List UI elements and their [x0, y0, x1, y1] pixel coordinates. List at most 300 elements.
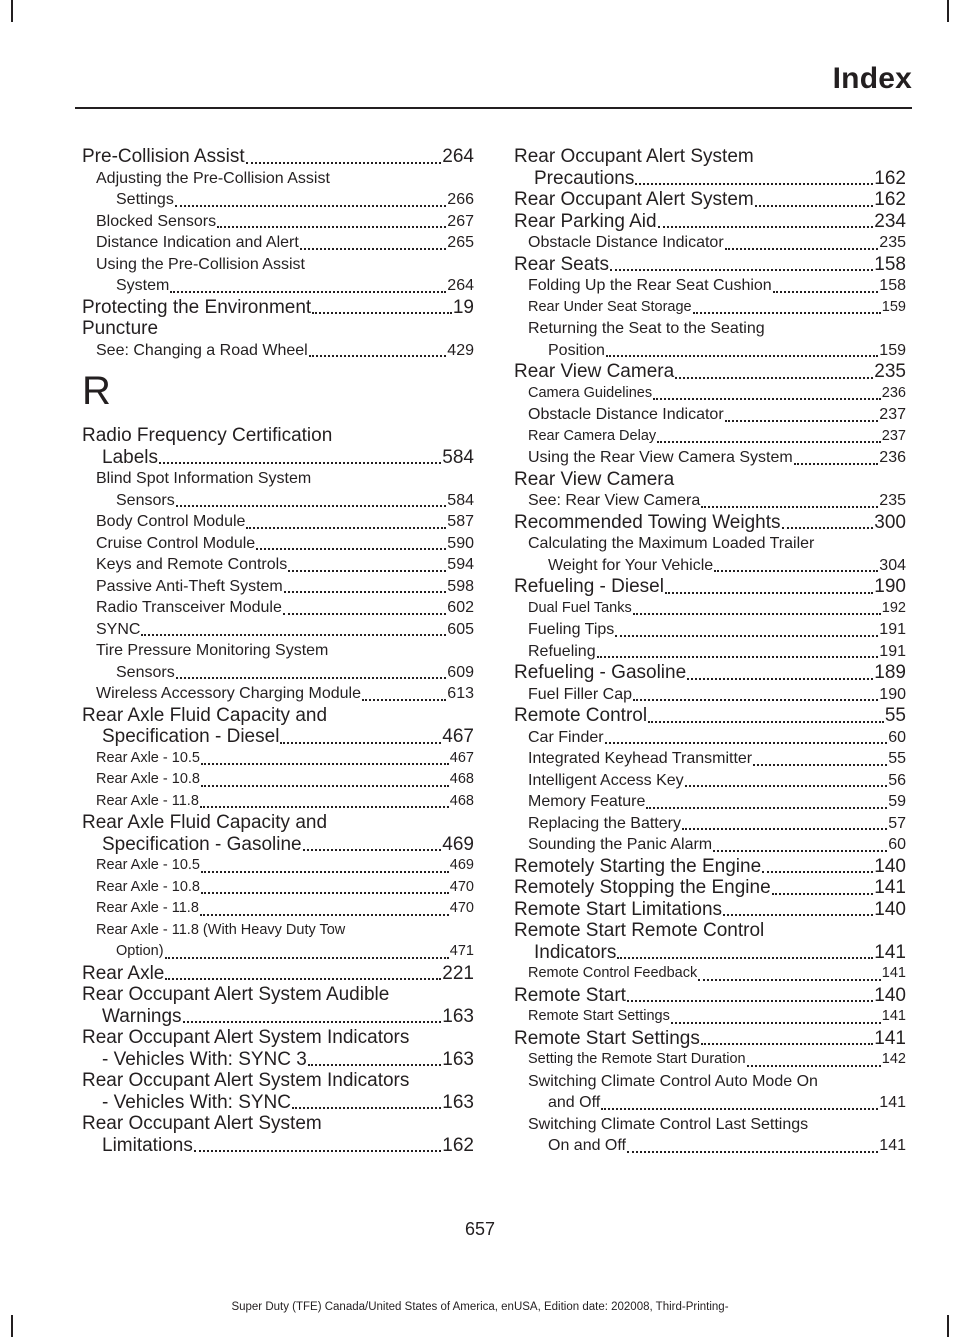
index-subentry[interactable] [82, 511, 474, 533]
dot-leader [723, 914, 873, 916]
index-entry[interactable] [82, 1027, 474, 1070]
index-entry-label: Rear Axle - 11.8 [96, 900, 199, 916]
index-subentry[interactable] [514, 598, 906, 620]
index-entry-label: Rear Occupant Alert System Indicators [82, 1070, 410, 1091]
dot-leader [755, 205, 874, 207]
index-page-number: 142 [881, 1051, 906, 1067]
index-page-number: 141 [879, 1137, 906, 1154]
dot-leader [309, 355, 447, 357]
dot-leader [646, 807, 887, 809]
index-subentry[interactable] [82, 898, 474, 920]
index-entry-label: Remotely Starting the Engine [514, 855, 762, 877]
dot-leader [687, 678, 873, 680]
index-entry-label: Rear Parking Aid [514, 210, 657, 232]
crop-mark-top-left [11, 0, 13, 22]
index-entry-label: Rear Axle Fluid Capacity and [82, 704, 328, 726]
index-page-number: 60 [888, 728, 906, 746]
dot-leader [701, 506, 878, 508]
dot-leader [627, 1000, 873, 1002]
index-entry-label: Rear Occupant Alert System Indicators [82, 1027, 410, 1048]
index-subentry[interactable] [82, 855, 474, 877]
index-page-number: 190 [879, 685, 906, 703]
dot-leader [782, 527, 874, 529]
index-entry[interactable] [514, 189, 906, 211]
index-entry-label: - Vehicles With: SYNC 3 [102, 1048, 307, 1070]
dot-leader [615, 635, 878, 637]
dot-leader [292, 1107, 441, 1109]
index-entry-label: Camera Guidelines [528, 384, 653, 401]
index-subentry[interactable] [514, 791, 906, 813]
dot-leader [753, 764, 887, 766]
index-entry[interactable] [82, 297, 474, 319]
index-subentry[interactable] [82, 254, 474, 297]
index-entry-label: Remotely Stopping the Engine [514, 877, 771, 898]
index-subentry[interactable] [514, 1071, 906, 1114]
dot-leader [288, 570, 446, 572]
index-entry-label: Rear Axle - 10.8 [96, 771, 200, 787]
dot-leader [246, 527, 446, 529]
index-subentry[interactable] [514, 1114, 906, 1157]
dot-leader [633, 699, 878, 701]
index-page-number: 141 [874, 941, 906, 963]
dot-leader [362, 699, 446, 701]
index-page-number: 56 [888, 771, 906, 789]
index-subentry[interactable] [82, 619, 474, 641]
index-entry-label: Rear Seats [514, 253, 610, 275]
index-subentry[interactable] [82, 211, 474, 233]
index-entry-label: On and Off [548, 1137, 626, 1154]
index-subentry[interactable] [514, 426, 906, 448]
dot-leader [597, 656, 879, 658]
index-subentry[interactable] [514, 404, 906, 426]
index-entry[interactable] [82, 1070, 474, 1113]
index-entry-label: Calculating the Maximum Loaded Trailer [528, 535, 815, 552]
index-page-number: 613 [447, 685, 474, 702]
index-page-number: 189 [874, 662, 906, 683]
index-page-number: 237 [879, 406, 906, 423]
index-entry[interactable] [514, 1028, 906, 1050]
index-subentry[interactable] [82, 554, 474, 576]
dot-leader [165, 957, 449, 959]
index-subentry[interactable] [514, 1049, 906, 1071]
page-number: 657 [464, 1219, 496, 1239]
dot-leader [714, 570, 878, 572]
index-entry-label: SYNC [96, 620, 141, 638]
index-page-number: 159 [881, 298, 906, 315]
index-entry-label: Refueling - Diesel [514, 576, 664, 597]
index-page-number: 584 [442, 446, 474, 468]
index-entry-label: Remote Control Feedback [528, 965, 698, 981]
index-page-number: 19 [452, 296, 474, 318]
index-entry-label: Remote Control [514, 705, 648, 726]
index-page-number: 163 [442, 1048, 474, 1070]
index-subentry[interactable] [514, 748, 906, 770]
index-entry[interactable] [514, 361, 906, 383]
index-page-number: 60 [888, 836, 906, 853]
index-subentry[interactable] [82, 468, 474, 511]
index-entry[interactable] [514, 856, 906, 878]
index-subentry[interactable] [514, 813, 906, 835]
dot-leader [633, 613, 881, 615]
index-subentry[interactable] [82, 640, 474, 683]
dot-leader [671, 1022, 881, 1024]
index-entry-label: Sensors [116, 663, 175, 681]
index-page-number: 469 [449, 857, 474, 873]
index-entry-label: Memory Feature [528, 793, 646, 810]
dot-leader [194, 1150, 441, 1152]
index-entry-label: Passive Anti-Theft System [96, 577, 283, 595]
index-subentry[interactable] [82, 769, 474, 791]
index-entry-label: Folding Up the Rear Seat Cushion [528, 277, 772, 294]
index-column-right [514, 146, 906, 1157]
dot-leader [794, 463, 879, 465]
dot-leader [141, 634, 446, 636]
index-page-number: 59 [888, 793, 906, 810]
dot-leader [246, 162, 442, 164]
index-page-number: 235 [879, 234, 906, 251]
dot-leader [308, 1064, 441, 1066]
dot-leader [653, 398, 881, 400]
index-entry[interactable] [82, 705, 474, 748]
index-page-number: 158 [874, 253, 906, 275]
index-page-number: 191 [879, 642, 906, 660]
header-divider [75, 107, 912, 109]
index-page-number: 57 [888, 814, 906, 832]
index-entry-label: Integrated Keyhead Transmitter [528, 750, 753, 767]
index-subentry[interactable] [82, 920, 474, 963]
index-entry-label: Radio Frequency Certification [82, 425, 333, 446]
index-page-number: 141 [881, 965, 906, 981]
index-page-number: 471 [449, 943, 474, 959]
index-entry-label: Rear Axle - 11.8 [96, 792, 199, 809]
dot-leader [605, 742, 888, 744]
index-entry-label: Rear Occupant Alert System [82, 1113, 322, 1134]
index-entry[interactable] [514, 662, 906, 684]
index-subentry[interactable] [82, 877, 474, 899]
index-entry-label: and Off [548, 1094, 601, 1111]
index-page-number: 55 [888, 750, 906, 767]
index-entry-label: Rear Occupant Alert System [514, 146, 754, 167]
dot-leader [300, 248, 447, 250]
index-entry-label: Weight for Your Vehicle [548, 556, 714, 574]
index-entry-label: Sounding the Panic Alarm [528, 836, 713, 853]
index-entry[interactable] [514, 877, 906, 899]
index-entry-label: Using the Pre-Collision Assist [96, 255, 305, 273]
index-entry-label: Option) [116, 943, 164, 959]
index-page-number: 584 [447, 491, 474, 509]
index-entry-label: Rear Axle - 10.5 [96, 857, 200, 873]
dot-leader [200, 914, 449, 916]
index-entry[interactable] [82, 812, 474, 855]
dot-leader [713, 850, 887, 852]
index-page-number: 141 [874, 1027, 906, 1049]
index-entry-label: Wireless Accessory Charging Module [96, 685, 361, 702]
index-entry-label: Remote Start Settings [514, 1027, 700, 1049]
index-subentry[interactable] [514, 533, 906, 576]
index-subentry[interactable] [514, 963, 906, 985]
index-subentry[interactable] [82, 533, 474, 555]
index-page-number: 162 [874, 167, 906, 189]
index-subentry[interactable] [514, 834, 906, 856]
index-entry[interactable] [82, 963, 474, 985]
index-page-number: 162 [442, 1134, 474, 1156]
index-page-number: 469 [442, 833, 474, 855]
index-entry-label: Setting the Remote Start Duration [528, 1051, 746, 1067]
index-page-number: 158 [879, 277, 906, 294]
index-subentry[interactable] [514, 383, 906, 405]
dot-leader [693, 312, 881, 314]
index-section-letter: R [82, 369, 111, 413]
index-entry[interactable] [82, 425, 474, 468]
dot-leader [762, 871, 873, 873]
index-page-number: 192 [881, 599, 906, 616]
index-entry[interactable] [514, 254, 906, 276]
index-page-number: 140 [874, 855, 906, 877]
dot-leader [682, 828, 887, 830]
index-entry-label: See: Changing a Road Wheel [96, 341, 308, 359]
index-subentry[interactable] [514, 318, 906, 361]
index-entry-label: Rear Under Seat Storage [528, 298, 692, 315]
index-subentry[interactable] [82, 597, 474, 619]
index-subentry[interactable] [514, 641, 906, 663]
dot-leader [201, 763, 449, 765]
index-entry-label: Returning the Seat to the Seating [528, 320, 765, 337]
index-page-number: 234 [874, 210, 906, 232]
index-entry[interactable] [514, 469, 906, 491]
index-page-number: 598 [447, 577, 474, 595]
index-entry-label: Pre-Collision Assist [82, 146, 245, 167]
index-entry-label: Intelligent Access Key [528, 771, 684, 789]
footer-edition-info: Super Duty (TFE) Canada/United States of America, enUSA, Edition date: 202008, Third-Printing- [231, 1301, 729, 1313]
index-entry-label: Rear Occupant Alert System Audible [82, 984, 390, 1005]
index-entry-label: Car Finder [528, 728, 604, 746]
index-page-number: 163 [442, 1005, 474, 1027]
index-page-number: 221 [442, 962, 474, 984]
dot-leader [256, 548, 446, 550]
index-entry-label: Keys and Remote Controls [96, 556, 288, 573]
index-page-number: 141 [879, 1094, 906, 1111]
dot-leader [635, 183, 873, 185]
dot-leader [685, 785, 888, 787]
index-entry[interactable] [514, 146, 906, 189]
index-subentry[interactable] [514, 232, 906, 254]
dot-leader [303, 849, 442, 851]
dot-leader [658, 226, 874, 228]
index-entry[interactable] [514, 211, 906, 233]
index-entry-label: Switching Climate Control Auto Mode On [528, 1072, 818, 1090]
dot-leader [725, 248, 879, 250]
dot-leader [610, 269, 873, 271]
index-subentry[interactable] [82, 340, 474, 362]
index-entry-label: Fuel Filler Cap [528, 685, 633, 703]
dot-leader [170, 291, 446, 293]
dot-leader [176, 677, 447, 679]
index-subentry[interactable] [82, 576, 474, 598]
dot-leader [312, 312, 452, 314]
index-entry-label: See: Rear View Camera [528, 492, 701, 509]
index-subentry[interactable] [514, 1006, 906, 1028]
dot-leader [627, 1151, 878, 1153]
index-entry-label: Rear Axle - 11.8 (With Heavy Duty Tow [96, 921, 346, 938]
crop-mark-top-right [947, 0, 949, 22]
index-entry-label: Remote Start [514, 984, 626, 1006]
index-page-number: 267 [447, 212, 474, 230]
index-page-number: 235 [874, 361, 906, 382]
index-entry-label: Recommended Towing Weights [514, 511, 781, 533]
index-entry[interactable] [82, 984, 474, 1027]
index-entry-label: Rear View Camera [514, 468, 675, 490]
index-entry-label: Rear Axle Fluid Capacity and [82, 812, 328, 833]
dot-leader [201, 785, 449, 787]
dot-leader [617, 957, 873, 959]
index-entry-label: Replacing the Battery [528, 814, 681, 832]
index-subentry[interactable] [82, 791, 474, 813]
index-entry-label: Rear View Camera [514, 361, 675, 382]
dot-leader [773, 291, 879, 293]
index-page-number: 190 [874, 576, 906, 597]
index-entry-label: Blind Spot Information System [96, 470, 312, 487]
dot-leader [201, 892, 449, 894]
index-subentry[interactable] [82, 168, 474, 211]
index-page-number: 590 [447, 534, 474, 552]
index-subentry[interactable] [82, 683, 474, 705]
index-page-number: 141 [874, 877, 906, 898]
index-entry-label: Indicators [534, 941, 617, 963]
index-page-number: 587 [447, 513, 474, 530]
index-entry-label: Refueling - Gasoline [514, 662, 687, 683]
dot-leader [159, 462, 441, 464]
index-entry-label: Precautions [534, 167, 635, 189]
index-entry-label: Specification - Diesel [102, 726, 280, 747]
index-subentry[interactable] [514, 490, 906, 512]
index-page-number: 605 [447, 620, 474, 638]
index-entry-label: Position [548, 341, 605, 359]
index-page-number: 264 [442, 146, 474, 167]
index-page-number: 163 [442, 1091, 474, 1113]
index-entry[interactable] [514, 899, 906, 921]
dot-leader [176, 505, 447, 507]
index-page-number: 159 [879, 341, 906, 359]
index-entry-label: Protecting the Environment [82, 296, 312, 318]
dot-leader [747, 1065, 881, 1067]
index-entry-label: Sensors [116, 491, 175, 509]
index-entry-label: Fueling Tips [528, 621, 615, 638]
index-subentry[interactable] [514, 297, 906, 319]
page-title: Index [832, 62, 912, 95]
index-entry-label: Obstacle Distance Indicator [528, 406, 724, 423]
index-entry-label: Labels [102, 446, 158, 468]
index-page-number: 609 [447, 663, 474, 681]
index-page-number: 141 [881, 1008, 906, 1024]
index-subentry[interactable] [82, 748, 474, 770]
index-page-number: 470 [449, 878, 474, 895]
dot-leader [725, 420, 879, 422]
index-entry-label: Adjusting the Pre-Collision Assist [96, 169, 330, 187]
index-page-number: 467 [449, 749, 474, 766]
dot-leader [183, 1021, 442, 1023]
index-subentry[interactable] [514, 727, 906, 749]
index-page-number: 468 [449, 771, 474, 787]
index-page-number: 265 [447, 234, 474, 251]
index-entry[interactable] [514, 512, 906, 534]
index-entry-label: Body Control Module [96, 513, 246, 530]
index-entry-label: System [116, 277, 170, 294]
index-page-number: 191 [879, 621, 906, 638]
index-subentry[interactable] [514, 770, 906, 792]
index-entry-label: Rear Axle - 10.5 [96, 749, 200, 766]
index-entry[interactable] [82, 318, 474, 340]
index-entry[interactable] [514, 985, 906, 1007]
index-entry-label: Dual Fuel Tanks [528, 599, 632, 616]
index-entry-label: Remote Start Settings [528, 1008, 670, 1024]
index-entry-label: Specification - Gasoline [102, 833, 302, 855]
index-entry[interactable] [514, 920, 906, 963]
index-entry[interactable] [514, 576, 906, 598]
dot-leader [217, 226, 446, 228]
index-page-number: 55 [884, 705, 906, 726]
dot-leader [606, 355, 878, 357]
dot-leader [701, 1043, 873, 1045]
index-page-number: 304 [879, 556, 906, 574]
index-subentry[interactable] [514, 619, 906, 641]
index-entry-label: Remote Start Limitations [514, 898, 723, 920]
index-page-number: 429 [447, 341, 474, 359]
index-subentry[interactable] [514, 275, 906, 297]
index-column-left [82, 146, 474, 1156]
index-subentry[interactable] [82, 232, 474, 254]
index-page-number: 602 [447, 599, 474, 616]
dot-leader [648, 721, 884, 723]
index-page-number: 470 [449, 900, 474, 916]
index-entry[interactable] [82, 146, 474, 168]
index-subentry[interactable] [514, 447, 906, 469]
index-entry-label: Warnings [102, 1005, 182, 1027]
index-subentry[interactable] [514, 684, 906, 706]
index-entry-label: Using the Rear View Camera System [528, 449, 793, 466]
dot-leader [657, 441, 881, 443]
index-page-number: 468 [449, 792, 474, 809]
index-entry-label: Rear Occupant Alert System [514, 189, 754, 210]
index-page-number: 236 [881, 384, 906, 401]
index-entry-label: Rear Camera Delay [528, 427, 657, 444]
dot-leader [284, 591, 447, 593]
index-entry-label: Refueling [528, 642, 596, 660]
index-page-number: 237 [881, 427, 906, 444]
crop-mark-bottom-left [11, 1315, 13, 1337]
index-entry[interactable] [82, 1113, 474, 1156]
index-page-number: 162 [874, 189, 906, 210]
dot-leader [165, 978, 441, 980]
dot-leader [201, 871, 449, 873]
index-entry-label: Obstacle Distance Indicator [528, 234, 724, 251]
index-page-number: 264 [447, 277, 474, 294]
index-entry-label: Tire Pressure Monitoring System [96, 642, 329, 659]
dot-leader [280, 742, 441, 744]
index-page-number: 300 [874, 511, 906, 533]
index-page-number: 266 [447, 191, 474, 208]
index-page-number: 235 [879, 492, 906, 509]
index-entry-label: Radio Transceiver Module [96, 599, 282, 616]
index-entry-label: Puncture [82, 318, 159, 339]
index-entry-label: Cruise Control Module [96, 534, 256, 552]
index-page-number: 236 [879, 449, 906, 466]
index-page-number: 140 [874, 898, 906, 920]
dot-leader [283, 613, 446, 615]
index-entry[interactable] [514, 705, 906, 727]
index-entry-label: Distance Indication and Alert [96, 234, 299, 251]
dot-leader [200, 806, 449, 808]
index-page-number: 467 [442, 726, 474, 747]
